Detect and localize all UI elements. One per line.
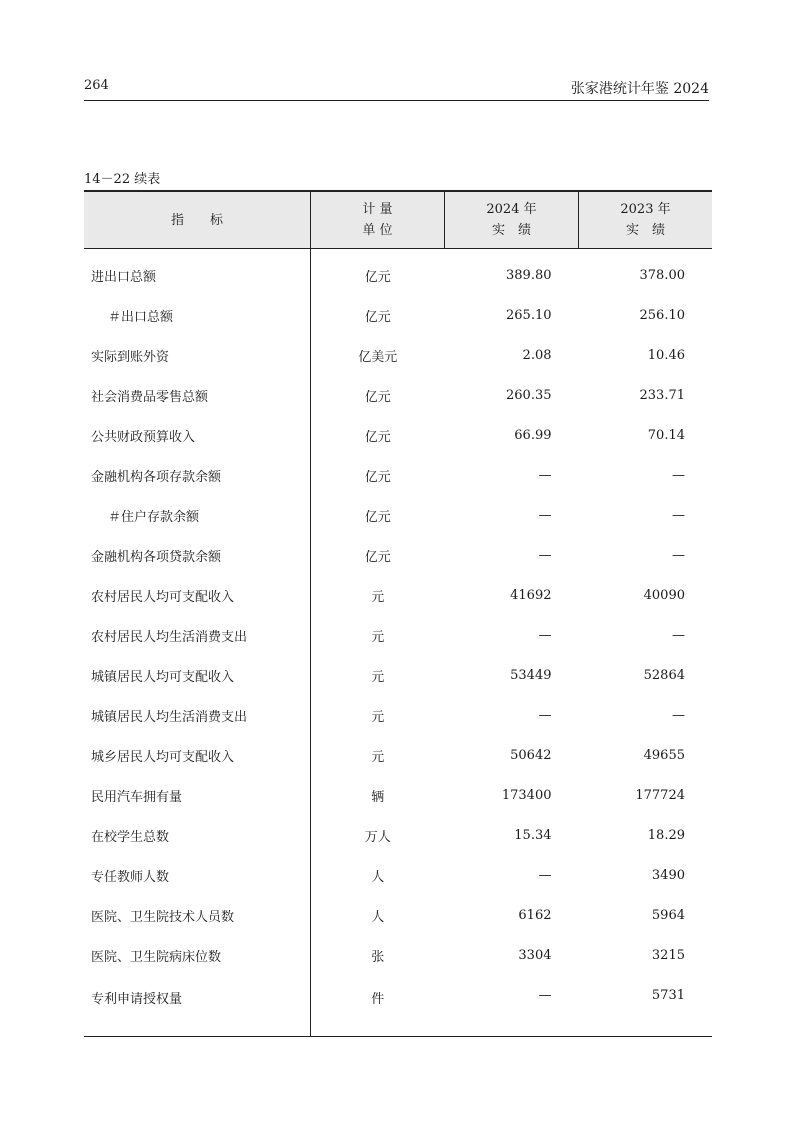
unit-cell: 万人 xyxy=(311,815,445,855)
indicator-cell: 农村居民人均可支配收入 xyxy=(91,589,235,605)
table-row xyxy=(84,615,712,655)
value-2023-cell: 256.10 xyxy=(639,307,685,323)
indicator-header-label: 指 标 xyxy=(170,212,223,228)
indicator-cell: 专任教师人数 xyxy=(91,869,170,885)
table-row xyxy=(84,775,712,815)
indicator-cell: 医院、卫生院病床位数 xyxy=(91,949,222,965)
value-2024-cell: — xyxy=(538,507,552,523)
value-2024-cell: 15.34 xyxy=(514,827,552,843)
value-2023-cell: 10.46 xyxy=(647,347,685,363)
table-row xyxy=(84,695,712,735)
value-2024-cell: — xyxy=(538,547,552,563)
value-2023-cell: 49655 xyxy=(643,747,685,763)
unit-header-line2: 单 位 xyxy=(362,223,393,238)
value-2024-cell: 66.99 xyxy=(514,427,552,443)
statistics-table xyxy=(84,190,709,1037)
table-caption: 14－22 续表 xyxy=(84,172,161,187)
table-row xyxy=(84,535,712,575)
table-row xyxy=(84,495,712,535)
value-2024-cell: 3304 xyxy=(518,947,552,963)
indicator-cell: 社会消费品零售总额 xyxy=(91,389,209,405)
unit-cell: 张 xyxy=(311,935,445,975)
unit-cell: 人 xyxy=(311,855,445,895)
value-2023-cell: 70.14 xyxy=(647,427,685,443)
column-header-unit xyxy=(311,191,445,249)
value-2023-cell: — xyxy=(672,627,685,643)
indicator-cell: 城镇居民人均可支配收入 xyxy=(91,669,235,685)
unit-cell: 件 xyxy=(311,975,445,1037)
indicator-cell: 城镇居民人均生活消费支出 xyxy=(91,709,248,725)
value-2024-cell: 6162 xyxy=(518,907,552,923)
table-row xyxy=(84,975,712,1037)
value-2023-cell: 3490 xyxy=(651,867,685,883)
unit-cell: 亿元 xyxy=(311,415,445,455)
table-body xyxy=(84,249,712,1037)
unit-header-line1: 计 量 xyxy=(362,202,393,217)
unit-cell: 亿元 xyxy=(311,375,445,415)
value-2023-cell: 5964 xyxy=(651,907,685,923)
value-2023-cell: 18.29 xyxy=(647,827,685,843)
y2023-header-line1: 2023 年 xyxy=(620,202,671,217)
unit-cell: 元 xyxy=(311,735,445,775)
table-row xyxy=(84,295,712,335)
table-row xyxy=(84,415,712,455)
y2024-header-line1: 2024 年 xyxy=(486,202,537,217)
value-2023-cell: — xyxy=(672,707,685,723)
table-row xyxy=(84,895,712,935)
book-title: 张家港统计年鉴 2024 xyxy=(570,81,709,97)
indicator-cell: 专利申请授权量 xyxy=(84,975,311,1037)
value-2024-cell: — xyxy=(538,867,552,883)
unit-cell: 亿元 xyxy=(311,535,445,575)
table-row xyxy=(84,335,712,375)
value-2023-cell: — xyxy=(672,547,685,563)
value-2023-cell: 177724 xyxy=(635,787,685,803)
unit-cell: 亿元 xyxy=(311,495,445,535)
indicator-cell: 医院、卫生院技术人员数 xyxy=(91,909,235,925)
value-2023-cell: 378.00 xyxy=(639,267,685,283)
indicator-cell: 在校学生总数 xyxy=(91,829,170,845)
value-2024-cell: 50642 xyxy=(510,747,552,763)
indicator-cell: 实际到账外资 xyxy=(91,349,170,365)
unit-cell: 元 xyxy=(311,695,445,735)
table-row xyxy=(84,249,712,296)
value-2024-cell: — xyxy=(538,707,552,723)
value-2024-cell: — xyxy=(538,627,552,643)
unit-cell: 元 xyxy=(311,575,445,615)
indicator-cell: ＃住户存款余额 xyxy=(108,509,200,525)
column-header-2023 xyxy=(579,191,713,249)
indicator-cell: 金融机构各项存款余额 xyxy=(91,469,222,485)
value-2024-cell: 260.35 xyxy=(506,387,552,403)
y2023-header-line2: 实 绩 xyxy=(625,223,665,238)
value-2024-cell: — xyxy=(538,467,552,483)
unit-cell: 元 xyxy=(311,615,445,655)
value-2023-cell: — xyxy=(672,467,685,483)
value-2023-cell: 3215 xyxy=(651,947,685,963)
value-2023-cell: 52864 xyxy=(643,667,685,683)
indicator-cell: ＃出口总额 xyxy=(108,309,174,325)
value-2023-cell: 5731 xyxy=(579,975,713,1037)
column-header-indicator xyxy=(84,191,311,249)
unit-cell: 亿元 xyxy=(311,249,445,296)
indicator-cell: 公共财政预算收入 xyxy=(91,429,196,445)
table-row xyxy=(84,575,712,615)
indicator-cell: 民用汽车拥有量 xyxy=(91,789,183,805)
indicator-cell: 农村居民人均生活消费支出 xyxy=(91,629,248,645)
indicator-cell: 城乡居民人均可支配收入 xyxy=(91,749,235,765)
table-row xyxy=(84,815,712,855)
column-header-2024 xyxy=(445,191,579,249)
value-2024-cell: 265.10 xyxy=(506,307,552,323)
unit-cell: 人 xyxy=(311,895,445,935)
table-row xyxy=(84,735,712,775)
unit-cell: 亿美元 xyxy=(311,335,445,375)
value-2024-cell: 53449 xyxy=(510,667,552,683)
page-header xyxy=(84,78,709,101)
value-2024-cell: — xyxy=(445,975,579,1037)
unit-cell: 亿元 xyxy=(311,295,445,335)
value-2024-cell: 389.80 xyxy=(506,267,552,283)
value-2023-cell: 233.71 xyxy=(639,387,685,403)
table-row xyxy=(84,455,712,495)
value-2024-cell: 2.08 xyxy=(522,347,552,363)
y2024-header-line2: 实 绩 xyxy=(491,223,531,238)
table-row xyxy=(84,375,712,415)
value-2024-cell: 41692 xyxy=(510,587,552,603)
table-header-row xyxy=(84,191,712,249)
value-2023-cell: 40090 xyxy=(643,587,685,603)
unit-cell: 辆 xyxy=(311,775,445,815)
unit-cell: 亿元 xyxy=(311,455,445,495)
page-number: 264 xyxy=(84,78,109,93)
value-2024-cell: 173400 xyxy=(501,787,552,803)
table-row xyxy=(84,655,712,695)
table-row xyxy=(84,935,712,975)
table-row xyxy=(84,855,712,895)
unit-cell: 元 xyxy=(311,655,445,695)
indicator-cell: 金融机构各项贷款余额 xyxy=(91,549,222,565)
indicator-cell: 进出口总额 xyxy=(91,269,157,285)
value-2023-cell: — xyxy=(672,507,685,523)
